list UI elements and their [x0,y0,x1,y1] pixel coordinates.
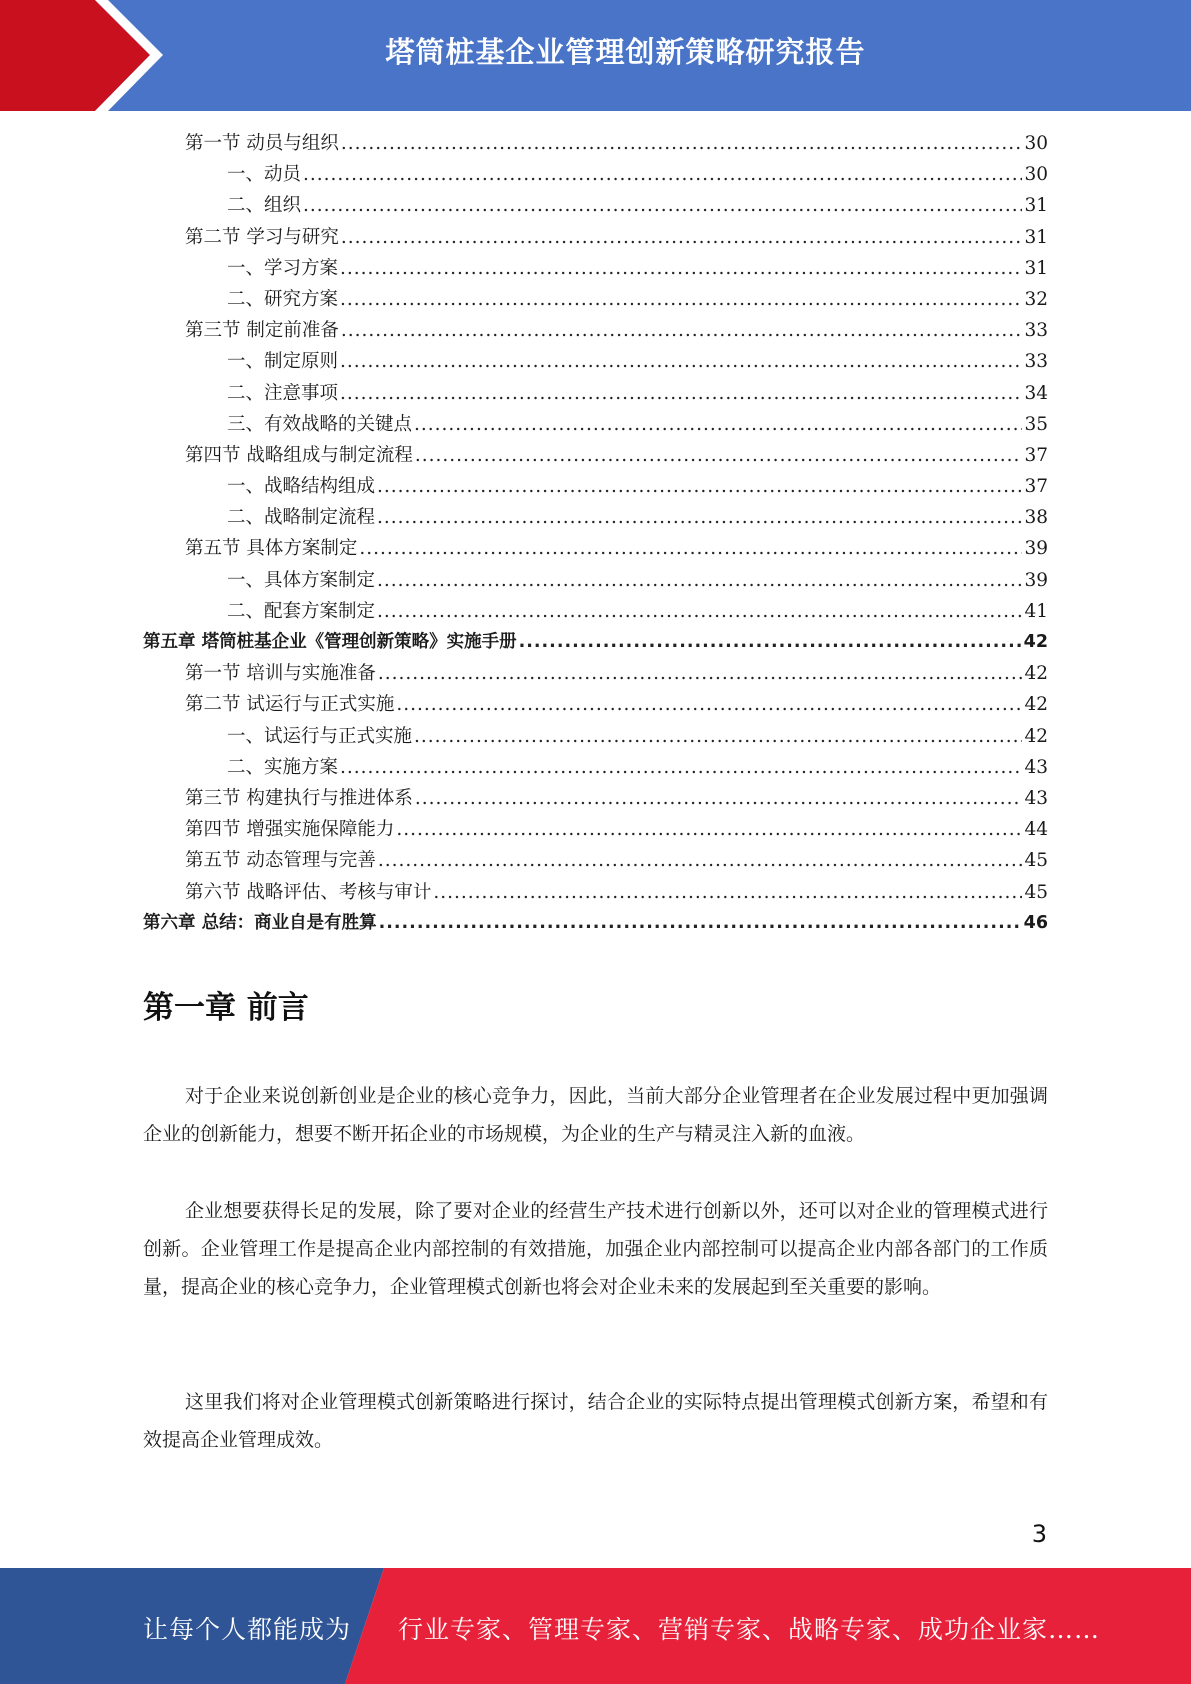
toc-page-number: 39 [1024,538,1048,560]
toc-leader-dots [433,877,1022,908]
toc-leader-dots [377,565,1022,596]
toc-section-entry[interactable] [143,533,1048,564]
toc-leader-dots [415,440,1023,471]
toc-entry-title: 二、组织 [227,195,302,217]
toc-entry-title: 第六章 总结：商业自是有胜算 [143,912,377,933]
toc-leader-dots [415,783,1023,814]
toc-subsection-entry[interactable] [143,253,1048,284]
toc-page-number: 31 [1024,226,1048,248]
toc-page-number: 33 [1024,351,1048,373]
toc-leader-dots [519,627,1022,658]
toc-page-number: 42 [1024,694,1048,716]
toc-leader-dots [340,378,1022,409]
toc-entry-title: 第一节 培训与实施准备 [185,663,376,685]
toc-entry-title: 二、注意事项 [227,382,339,404]
toc-page-number: 34 [1024,382,1048,404]
toc-page-number: 44 [1024,819,1048,841]
chapter-heading: 第一章 前言 [143,990,309,1026]
toc-entry-title: 第二节 试运行与正式实施 [185,694,395,716]
footer-slogan-left: 让每个人都能成为 [143,1615,352,1644]
toc-subsection-entry[interactable] [143,409,1048,440]
toc-leader-dots [340,752,1022,783]
document-title: 塔筒桩基企业管理创新策略研究报告 [385,35,866,69]
toc-entry-title: 第五节 具体方案制定 [185,538,358,560]
toc-section-entry[interactable] [143,658,1048,689]
toc-section-entry[interactable] [143,783,1048,814]
toc-entry-title: 一、学习方案 [227,257,339,279]
toc-entry-title: 二、战略制定流程 [227,507,376,529]
toc-entry-title: 一、试运行与正式实施 [227,725,413,747]
toc-page-number: 32 [1024,288,1048,310]
toc-page-number: 41 [1024,600,1048,622]
toc-subsection-entry[interactable] [143,721,1048,752]
footer-slogan-right: 行业专家、管理专家、营销专家、战略专家、成功企业家…… [398,1615,1101,1644]
toc-page-number: 43 [1024,787,1048,809]
toc-page-number: 45 [1024,850,1048,872]
toc-leader-dots [396,814,1022,845]
toc-entry-title: 一、动员 [227,164,302,186]
toc-leader-dots [341,128,1023,159]
page-footer [0,1568,1191,1684]
toc-entry-title: 第四节 战略组成与制定流程 [185,444,413,466]
toc-page-number: 30 [1024,133,1048,154]
toc-leader-dots [377,502,1022,533]
toc-section-entry[interactable] [143,222,1048,253]
toc-leader-dots [378,845,1023,876]
body-paragraph: 对于企业来说创新创业是企业的核心竞争力，因此，当前大部分企业管理者在企业发展过程中更加强调企业的创新能力，想要不断开拓企业的市场规模，为企业的生产与精灵注入新的血液。 [143,1085,1048,1145]
toc-section-entry[interactable] [143,315,1048,346]
toc-page-number: 45 [1024,881,1048,903]
toc-page-number: 37 [1024,476,1048,498]
toc-entry-title: 第三节 制定前准备 [185,320,339,342]
toc-page-number: 31 [1024,257,1048,279]
toc-page-number: 43 [1024,756,1048,778]
toc-leader-dots [414,721,1022,752]
toc-page-number: 37 [1024,444,1048,466]
body-paragraph: 企业想要获得长足的发展，除了要对企业的经营生产技术进行创新以外，还可以对企业的管理模式进行创新。企业管理工作是提高企业内部控制的有效措施，加强企业内部控制可以提高企业内部各部门的工作质量，提高企业的核心竞争力，企业管理模式创新也将会对企业未来的发展起到至关重要的影响。 [143,1200,1048,1298]
toc-subsection-entry[interactable] [143,596,1048,627]
toc-page-number: 42 [1024,663,1048,685]
toc-subsection-entry[interactable] [143,565,1048,596]
toc-leader-dots [340,346,1022,377]
toc-entry-title: 第三节 构建执行与推进体系 [185,787,413,809]
toc-subsection-entry[interactable] [143,378,1048,409]
page-header [0,0,1191,111]
toc-leader-dots [341,315,1023,346]
toc-subsection-entry[interactable] [143,190,1048,221]
toc-entry-title: 一、制定原则 [227,351,339,373]
toc-subsection-entry[interactable] [143,346,1048,377]
toc-subsection-entry[interactable] [143,159,1048,190]
toc-entry-title: 二、配套方案制定 [227,600,376,622]
toc-entry-title: 二、研究方案 [227,288,339,310]
toc-entry-title: 第五章 塔筒桩基企业《管理创新策略》实施手册 [143,632,517,652]
toc-entry-title: 二、实施方案 [227,756,339,778]
toc-entry-title: 第五节 动态管理与完善 [185,850,376,872]
toc-entry-title: 第二节 学习与研究 [185,226,339,248]
toc-chapter-entry[interactable] [143,627,1048,658]
toc-entry-title: 一、具体方案制定 [227,569,376,591]
toc-section-entry[interactable] [143,845,1048,876]
toc-leader-dots [303,159,1022,190]
toc-page-number: 39 [1024,569,1048,591]
toc-page-number: 33 [1024,320,1048,342]
toc-leader-dots [303,190,1022,221]
toc-entry-title: 第六节 战略评估、考核与审计 [185,881,432,903]
toc-section-entry[interactable] [143,877,1048,908]
toc-subsection-entry[interactable] [143,752,1048,783]
toc-leader-dots [359,533,1022,564]
toc-chapter-entry[interactable] [143,908,1048,939]
toc-entry-title: 第一节 动员与组织 [185,133,339,154]
toc-section-entry[interactable] [143,814,1048,845]
toc-leader-dots [377,471,1022,502]
toc-page-number: 30 [1024,164,1048,186]
toc-page-number: 42 [1023,632,1048,652]
toc-leader-dots [340,253,1022,284]
toc-section-entry[interactable] [143,689,1048,720]
toc-subsection-entry[interactable] [143,284,1048,315]
toc-leader-dots [414,409,1022,440]
toc-leader-dots [378,658,1023,689]
toc-leader-dots [379,908,1022,939]
toc-page-number: 42 [1024,725,1048,747]
toc-leader-dots [396,689,1022,720]
toc-entry-title: 三、有效战略的关键点 [227,413,413,435]
toc-page-number: 31 [1024,195,1048,217]
toc-leader-dots [341,222,1023,253]
toc-page-number: 35 [1024,413,1048,435]
toc-leader-dots [377,596,1022,627]
page-number: 3 [1031,1520,1047,1548]
toc-subsection-entry[interactable] [143,502,1048,533]
table-of-contents [143,128,1048,939]
toc-section-entry[interactable] [143,128,1048,159]
body-paragraph: 这里我们将对企业管理模式创新策略进行探讨，结合企业的实际特点提出管理模式创新方案，希望和有效提高企业管理成效。 [143,1391,1048,1451]
toc-page-number: 46 [1023,912,1048,933]
toc-subsection-entry[interactable] [143,471,1048,502]
toc-entry-title: 第四节 增强实施保障能力 [185,819,395,841]
toc-section-entry[interactable] [143,440,1048,471]
toc-page-number: 38 [1024,507,1048,529]
toc-leader-dots [340,284,1022,315]
toc-entry-title: 一、战略结构组成 [227,476,376,498]
